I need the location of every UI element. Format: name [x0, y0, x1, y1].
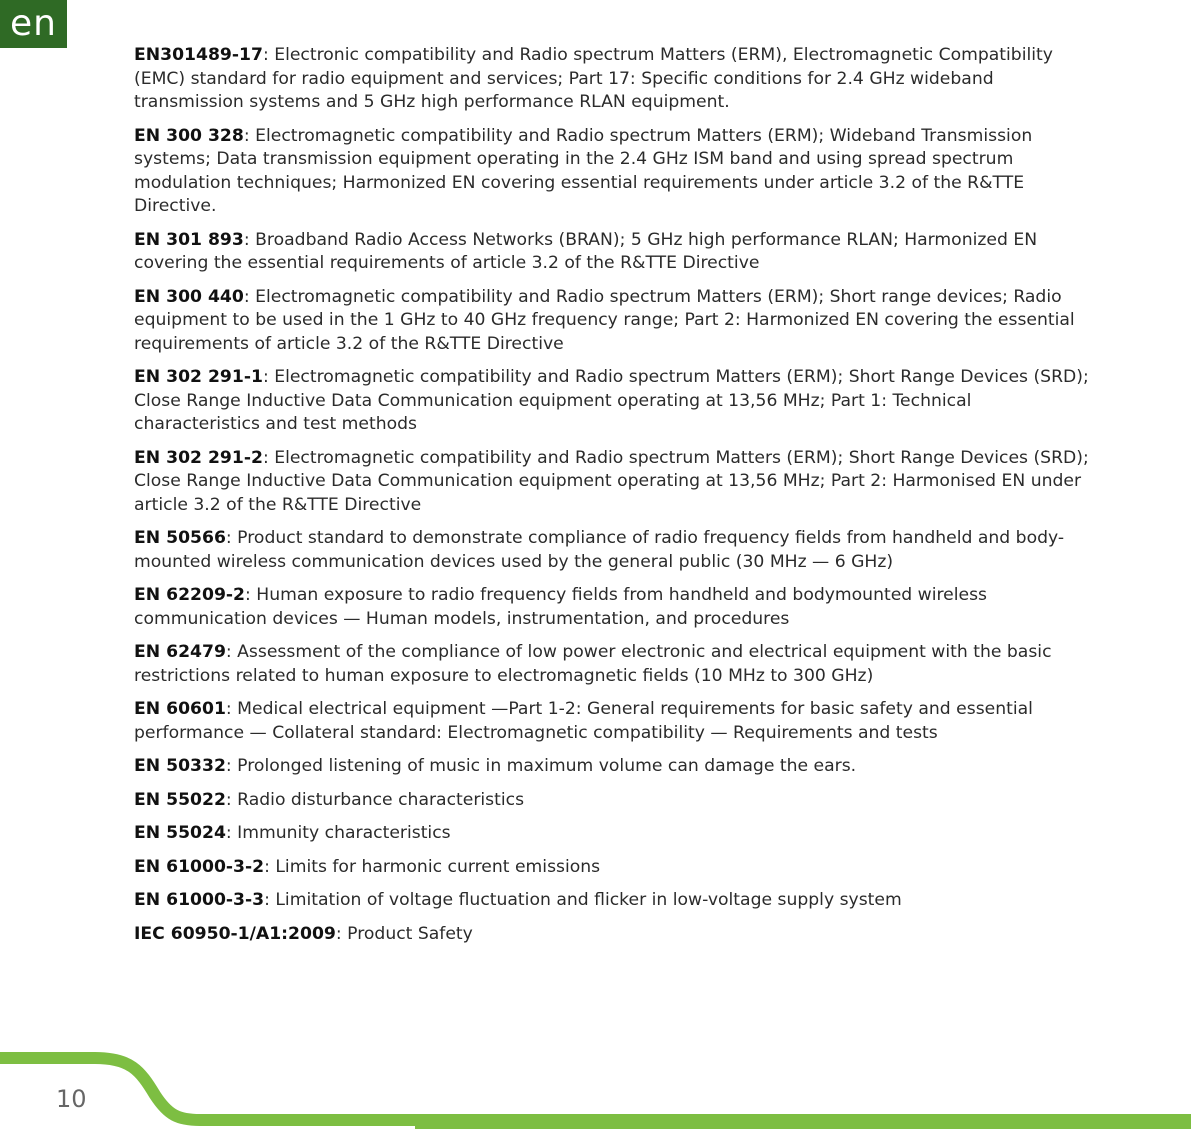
- standard-code: EN 62209-2: [134, 585, 245, 605]
- standard-description: Product standard to demonstrate compliance of radio frequency fields from handheld and body- mounted wireless communication devices used by the general public (30 MHz — 6 GHz): [134, 528, 1065, 572]
- standard-entry: EN 300 328: Electromagnetic compatibility and Radio spectrum Matters (ERM); Wideband Transmission systems; Data transmission equipment operating in the 2.4 GHz ISM band and using spread spectrum modulation techniques; Harmonized EN covering essential requirements under article 3.2 of the R&TTE Directive.: [134, 125, 1033, 216]
- standard-code: EN 50332: [134, 756, 226, 776]
- standard-description: Assessment of the compliance of low power electronic and electrical equipment with the basic restrictions related to human exposure to electromagnetic fields (10 MHz to 300 GHz): [134, 642, 1052, 686]
- standard-entry: EN 61000-3-3: Limitation of voltage fluctuation and flicker in low-voltage supply system: [134, 890, 902, 910]
- standard-entry: EN 55024: Immunity characteristics: [134, 823, 451, 843]
- standard-code: EN 55022: [134, 789, 226, 810]
- standard-code: EN 300 328: [134, 125, 244, 146]
- standard-description: Radio disturbance characteristics: [237, 789, 525, 810]
- standard-entry: EN 301 893: Broadband Radio Access Networks (BRAN); 5 GHz high performance RLAN; Harmonized EN covering the essential requirements of article 3.2 of the R&TTE Directive: [134, 229, 1038, 273]
- standard-description: Electromagnetic compatibility and Radio spectrum Matters (ERM); Short range devices; Radio equipment to be used in the 1 GHz to 40 GHz frequency range; Part 2: Harmonized EN covering the essential requirements of article 3.2 of the R&TTE Directive: [134, 286, 1075, 354]
- standard-description: Medical electrical equipment —Part 1-2: General requirements for basic safety and essential performance — Collateral standard: Electromagnetic compatibility — Requirements and tests: [134, 699, 1033, 743]
- standard-entry: EN 62479: Assessment of the compliance of low power electronic and electrical equipment with the basic restrictions related to human exposure to electromagnetic fields (10 MHz to 300 GHz): [134, 642, 1052, 686]
- language-tab: en: [0, 0, 67, 48]
- standard-code: EN 300 440: [134, 286, 244, 307]
- standard-code: EN 60601: [134, 699, 226, 719]
- standard-description: Limits for harmonic current emissions: [275, 856, 601, 877]
- standard-code: EN 55024: [134, 823, 226, 843]
- standard-code: EN 61000-3-3: [134, 890, 265, 910]
- standard-entry: EN 50332: Prolonged listening of music in maximum volume can damage the ears.: [134, 756, 857, 776]
- standard-entry: EN 50566: Product standard to demonstrate compliance of radio frequency fields from handheld and body- mounted wireless communication devices used by the general public (30 MHz — 6 GHz): [134, 528, 1065, 572]
- standard-description: Prolonged listening of music in maximum volume can damage the ears.: [237, 756, 857, 776]
- standard-code: EN301489-17: [134, 45, 263, 65]
- standard-description: Electromagnetic compatibility and Radio spectrum Matters (ERM); Short Range Devices (SRD); Close Range Inductive Data Communication equipment operating at 13,56 MHz; Part 2: Harmonised EN under article 3.2 of the R&TTE Directive: [134, 447, 1089, 515]
- standard-description: Human exposure to radio frequency fields from handheld and bodymounted wireless communication devices — Human models, instrumentation, and procedures: [134, 585, 988, 629]
- standard-description: Electromagnetic compatibility and Radio spectrum Matters (ERM); Short Range Devices (SRD); Close Range Inductive Data Communication equipment operating at 13,56 MHz; Part 1: Technical characteristics and test methods: [134, 367, 1089, 434]
- standard-entry: EN 60601: Medical electrical equipment —Part 1-2: General requirements for basic safety and essential performance — Collateral standard: Electromagnetic compatibility — Requirements and tests: [134, 699, 1033, 743]
- standard-code: EN 62479: [134, 642, 226, 662]
- standard-entry: IEC 60950-1/A1:2009: Product Safety: [134, 923, 473, 944]
- standard-code: EN 50566: [134, 528, 226, 548]
- standard-entry: EN 61000-3-2: Limits for harmonic current emissions: [134, 856, 601, 877]
- standard-code: EN 302 291-1: [134, 367, 263, 387]
- page-number: 10: [56, 1085, 87, 1113]
- standard-code: IEC 60950-1/A1:2009: [134, 923, 336, 944]
- standard-entry: EN 302 291-1: Electromagnetic compatibility and Radio spectrum Matters (ERM); Short Range Devices (SRD); Close Range Inductive Data Communication equipment operating at 13,56 MHz; Part 1: Technical characteristics and test methods: [134, 367, 1089, 434]
- standard-description: Immunity characteristics: [237, 823, 451, 843]
- standard-code: EN 302 291-2: [134, 447, 263, 468]
- standard-description: Product Safety: [347, 923, 473, 944]
- standards-list: [134, 44, 1102, 956]
- standard-description: Electromagnetic compatibility and Radio spectrum Matters (ERM); Wideband Transmission systems; Data transmission equipment operating in the 2.4 GHz ISM band and using spread spectrum modulation techniques; Harmonized EN covering essential requirements under article 3.2 of the R&TTE Directive.: [134, 125, 1033, 216]
- standard-entry: EN 62209-2: Human exposure to radio frequency fields from handheld and bodymounted wireless communication devices — Human models, instrumentation, and procedures: [134, 585, 988, 629]
- standard-entry: EN 55022: Radio disturbance characteristics: [134, 789, 525, 810]
- footer-swoosh: [0, 1040, 1191, 1129]
- standard-description: Electronic compatibility and Radio spectrum Matters (ERM), Electromagnetic Compatibility (EMC) standard for radio equipment and services; Part 17: Specific conditions for 2.4 GHz wideband transmission systems and 5 GHz high performance RLAN equipment.: [134, 45, 1053, 112]
- standard-description: Broadband Radio Access Networks (BRAN); 5 GHz high performance RLAN; Harmonized EN covering the essential requirements of article 3.2 of the R&TTE Directive: [134, 229, 1038, 273]
- standard-entry: EN301489-17: Electronic compatibility and Radio spectrum Matters (ERM), Electromagnetic Compatibility (EMC) standard for radio equipment and services; Part 17: Specific conditions for 2.4 GHz wideband transmission systems and 5 GHz high performance RLAN equipment.: [134, 45, 1053, 112]
- standard-entry: EN 302 291-2: Electromagnetic compatibility and Radio spectrum Matters (ERM); Short Range Devices (SRD); Close Range Inductive Data Communication equipment operating at 13,56 MHz; Part 2: Harmonised EN under article 3.2 of the R&TTE Directive: [134, 447, 1089, 515]
- standard-code: EN 301 893: [134, 229, 244, 250]
- standard-code: EN 61000-3-2: [134, 856, 265, 877]
- standard-entry: EN 300 440: Electromagnetic compatibility and Radio spectrum Matters (ERM); Short range devices; Radio equipment to be used in the 1 GHz to 40 GHz frequency range; Part 2: Harmonized EN covering the essential requirements of article 3.2 of the R&TTE Directive: [134, 286, 1075, 354]
- standard-description: Limitation of voltage fluctuation and flicker in low-voltage supply system: [275, 890, 902, 910]
